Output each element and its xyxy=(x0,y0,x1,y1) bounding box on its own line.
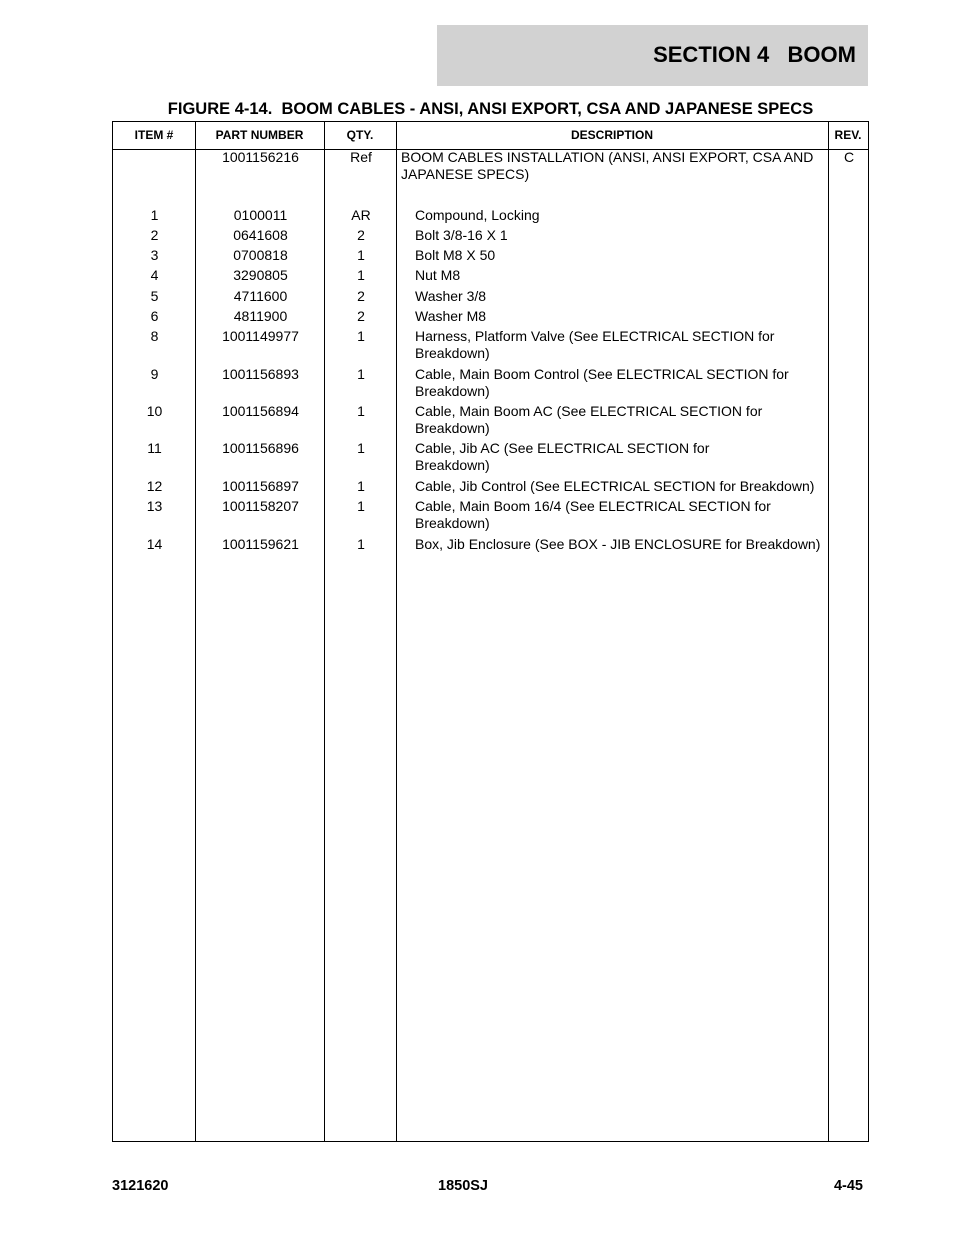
footer-page-number: 4-45 xyxy=(833,1178,863,1194)
part-number-cell: 1001149977 xyxy=(222,328,299,344)
item-cell: 6 xyxy=(150,308,159,324)
qty-cell: 1 xyxy=(357,440,365,456)
item-cell: 13 xyxy=(146,498,163,514)
qty-cell: 1 xyxy=(357,247,365,263)
description-cell: Cable, Main Boom AC (See ELECTRICAL SECTION for Breakdown) xyxy=(415,403,763,436)
description-cell: BOOM CABLES INSTALLATION (ANSI, ANSI EXPORT, CSA AND JAPANESE SPECS) xyxy=(401,149,814,182)
rev-cell: C xyxy=(843,149,855,165)
part-number-cell: 0700818 xyxy=(233,247,288,263)
item-cell: 4 xyxy=(150,267,159,283)
part-number-cell: 0100011 xyxy=(233,207,288,223)
description-cell: Cable, Main Boom Control (See ELECTRICAL SECTION for Breakdown) xyxy=(415,366,789,399)
figure-title: FIGURE 4-14. BOOM CABLES - ANSI, ANSI EXPORT, CSA AND JAPANESE SPECS xyxy=(167,100,814,118)
qty-cell: 1 xyxy=(357,403,365,419)
part-number-cell: 4711600 xyxy=(233,288,288,304)
part-number-cell: 1001158207 xyxy=(222,498,299,514)
description-cell: Cable, Jib AC (See ELECTRICAL SECTION for Breakdown) xyxy=(415,440,710,473)
part-number-cell: 0641608 xyxy=(233,227,288,243)
part-number-cell: 1001156216 xyxy=(222,149,299,165)
description-cell: Box, Jib Enclosure (See BOX - JIB ENCLOSURE for Breakdown) xyxy=(415,536,821,552)
part-number-cell: 1001156893 xyxy=(222,366,299,382)
qty-cell: Ref xyxy=(350,149,372,165)
qty-cell: 1 xyxy=(357,366,365,382)
header-rev: REV. xyxy=(834,128,862,142)
item-cell: 5 xyxy=(150,288,159,304)
qty-cell: AR xyxy=(351,207,371,223)
item-cell: 14 xyxy=(146,536,163,552)
description-cell: Cable, Jib Control (See ELECTRICAL SECTION for Breakdown) xyxy=(415,478,815,494)
part-number-cell: 1001156894 xyxy=(222,403,299,419)
part-number-cell: 1001156897 xyxy=(222,478,299,494)
description-cell: Cable, Main Boom 16/4 (See ELECTRICAL SECTION for Breakdown) xyxy=(415,498,771,531)
header-description: DESCRIPTION xyxy=(570,128,653,142)
item-cell: 1 xyxy=(150,207,159,223)
part-number-cell: 1001159621 xyxy=(222,536,299,552)
qty-cell: 2 xyxy=(357,308,365,324)
qty-cell: 2 xyxy=(357,227,365,243)
header-part-number: PART NUMBER xyxy=(215,128,304,142)
qty-cell: 1 xyxy=(357,328,365,344)
description-cell: Bolt 3/8-16 X 1 xyxy=(415,227,508,243)
qty-cell: 1 xyxy=(357,267,365,283)
part-number-cell: 4811900 xyxy=(233,308,288,324)
footer-doc-number: 3121620 xyxy=(112,1178,169,1194)
item-cell: 8 xyxy=(150,328,159,344)
section-header xyxy=(437,25,868,86)
part-number-cell: 3290805 xyxy=(233,267,288,283)
item-cell: 3 xyxy=(150,247,159,263)
header-item: ITEM # xyxy=(134,128,174,142)
description-cell: Washer M8 xyxy=(415,308,487,324)
item-cell: 2 xyxy=(150,227,159,243)
description-cell: Compound, Locking xyxy=(415,207,540,223)
parts-table xyxy=(112,121,869,1142)
qty-cell: 1 xyxy=(357,478,365,494)
item-cell: 10 xyxy=(146,403,163,419)
description-cell: Bolt M8 X 50 xyxy=(415,247,496,263)
section-title: SECTION 4 BOOM xyxy=(653,42,856,67)
item-cell: 9 xyxy=(150,366,159,382)
description-cell: Nut M8 xyxy=(415,267,461,283)
part-number-cell: 1001156896 xyxy=(222,440,299,456)
qty-cell: 2 xyxy=(357,288,365,304)
item-cell: 11 xyxy=(147,440,162,456)
qty-cell: 1 xyxy=(357,536,365,552)
description-cell: Harness, Platform Valve (See ELECTRICAL SECTION for Breakdown) xyxy=(415,328,775,361)
description-cell: Washer 3/8 xyxy=(415,288,487,304)
header-qty: QTY. xyxy=(346,128,374,142)
item-cell: 12 xyxy=(146,478,163,494)
footer-model: 1850SJ xyxy=(438,1178,488,1194)
qty-cell: 1 xyxy=(357,498,365,514)
